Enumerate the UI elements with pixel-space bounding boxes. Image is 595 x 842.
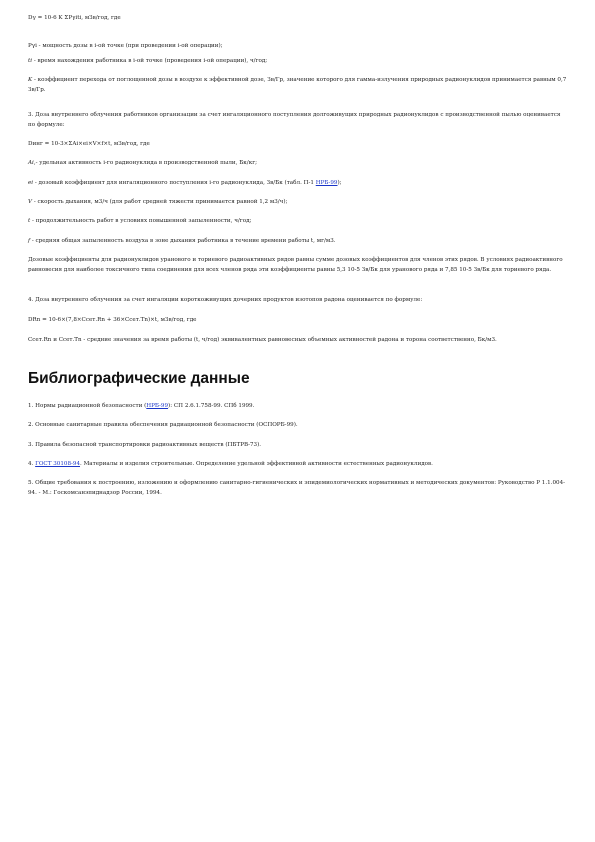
definition-f-text: - средняя общая запыленность воздуха в зоне дыхания работника в течение времени работы t, мг/м3.: [30, 238, 336, 244]
definition-radon-thoron: Cсет.Rn и Cсет.Tn - средние значения за время работы (t, ч/год) эквивалентных равновесных объемных активностей радона и торона соответственно, Бк/м3.: [28, 337, 497, 343]
nrb-99-link[interactable]: НРБ-99: [315, 180, 338, 186]
term-ti: ti: [28, 58, 33, 64]
definition-f: [28, 237, 568, 247]
bibliography-heading: Библиографические данные: [28, 370, 250, 387]
definition-k: [28, 76, 568, 95]
definition-ei-end: );: [337, 180, 342, 186]
reference-1: [28, 402, 568, 412]
definition-ti-text: - время нахождения работника в i-ой точке (проведения i-ой операции), ч/год;: [32, 58, 268, 64]
term-t: t: [28, 218, 31, 224]
term-ei: ei: [28, 180, 34, 186]
formula-inhalation-dose: Dинг = 10-3×ΣAi×ei×V×f×t, мЗв/год, где: [28, 141, 150, 147]
reference-2: 2. Основные санитарные правила обеспечения радиационной безопасности (ОСПОРБ-99).: [28, 422, 298, 428]
definition-t-text: - продолжительность работ в условиях повышенной запыленности, ч/год;: [30, 218, 252, 224]
reference-3: 3. Правила безопасной транспортировки радиоактивных веществ (ПБТРВ-73).: [28, 442, 262, 448]
section-3-intro: 3. Доза внутреннего облучения работников организации за счет ингаляционного поступления долгоживущих природных радионуклидов с производственной пылью оценивается по формуле:: [28, 112, 561, 128]
reference-5: 5. Общие требования к построению, изложению и оформлению санитарно-гигиенических и эпидемиологических нормативных и методических документов: Руководство Р 1.1.004-94. - М.: Госкомсанэпиднадзор России, 1994.: [28, 480, 566, 496]
definition-t: [28, 217, 568, 227]
formula-gamma-dose: Dγ = 10-6 K ΣPγiti, мЗв/год, где: [28, 15, 121, 21]
definition-ti: [28, 57, 568, 67]
definition-k-text: - коэффициент перехода от поглощенной дозы в воздухе к эффективной дозе, Зв/Гр, значение которого для гамма-излучения природных радионуклидов принимается равным 0,7 Зв/Гр.: [28, 77, 567, 93]
formula-radon-dose: DRn = 10-6×(7,8×Cсет.Rn + 36×Cсет.Tn)×t, мЗв/год, где: [28, 317, 197, 323]
dose-coefficients-note: Дозовые коэффициенты для радионуклидов уранового и ториевого радиоактивных рядов равны сумме дозовых коэффициентов для членов этих рядов. В условиях радиоактивного равновесия для наиболее токсичного типа соединения для всех членов ряда эти коэффициенты равны 5,3 10-5 Зв/Бк для уранового ряда и 7,85 10-5 Зв/Бк для ториевого ряда.: [28, 257, 563, 273]
definition-p-gamma: Pγi - мощность дозы в i-ой точке (при проведении i-ой операции);: [28, 43, 223, 49]
nrb-99-reference-link[interactable]: НРБ-99: [146, 403, 169, 409]
reference-4: [28, 460, 568, 470]
term-f: f: [28, 238, 31, 244]
definition-v-text: - скорость дыхания, м3/ч (для работ средней тяжести принимается равной 1,2 м3/ч);: [32, 199, 288, 205]
term-ai: Ai: [28, 160, 34, 166]
definition-ei: [28, 179, 568, 189]
gost-30108-94-link[interactable]: ГОСТ 30108-94: [35, 461, 81, 467]
definition-ai-text: ,- удельная активность i-го радионуклида в производственной пыли, Бк/кг;: [33, 160, 258, 166]
reference-1-end: ): СП 2.6.1.758-99. СПб 1999.: [168, 403, 255, 409]
term-k: K: [28, 77, 33, 83]
definition-v: [28, 198, 568, 208]
term-v: V: [28, 199, 33, 205]
reference-4-number: 4.: [28, 461, 36, 467]
definition-ei-text: - дозовый коэффициент для ингаляционного поступления i-го радионуклида, Зв/Бк (табл. П-1: [33, 180, 316, 186]
reference-4-text: . Материалы и изделия строительные. Определение удельной эффективной активности естественных радионуклидов.: [80, 461, 433, 467]
reference-1-text: 1. Нормы радиационной безопасности (: [28, 403, 147, 409]
definition-ai: [28, 159, 568, 169]
section-4-intro: 4. Доза внутреннего облучения за счет ингаляции короткоживущих дочерних продуктов изотопов радона оценивается по формуле:: [28, 297, 423, 303]
